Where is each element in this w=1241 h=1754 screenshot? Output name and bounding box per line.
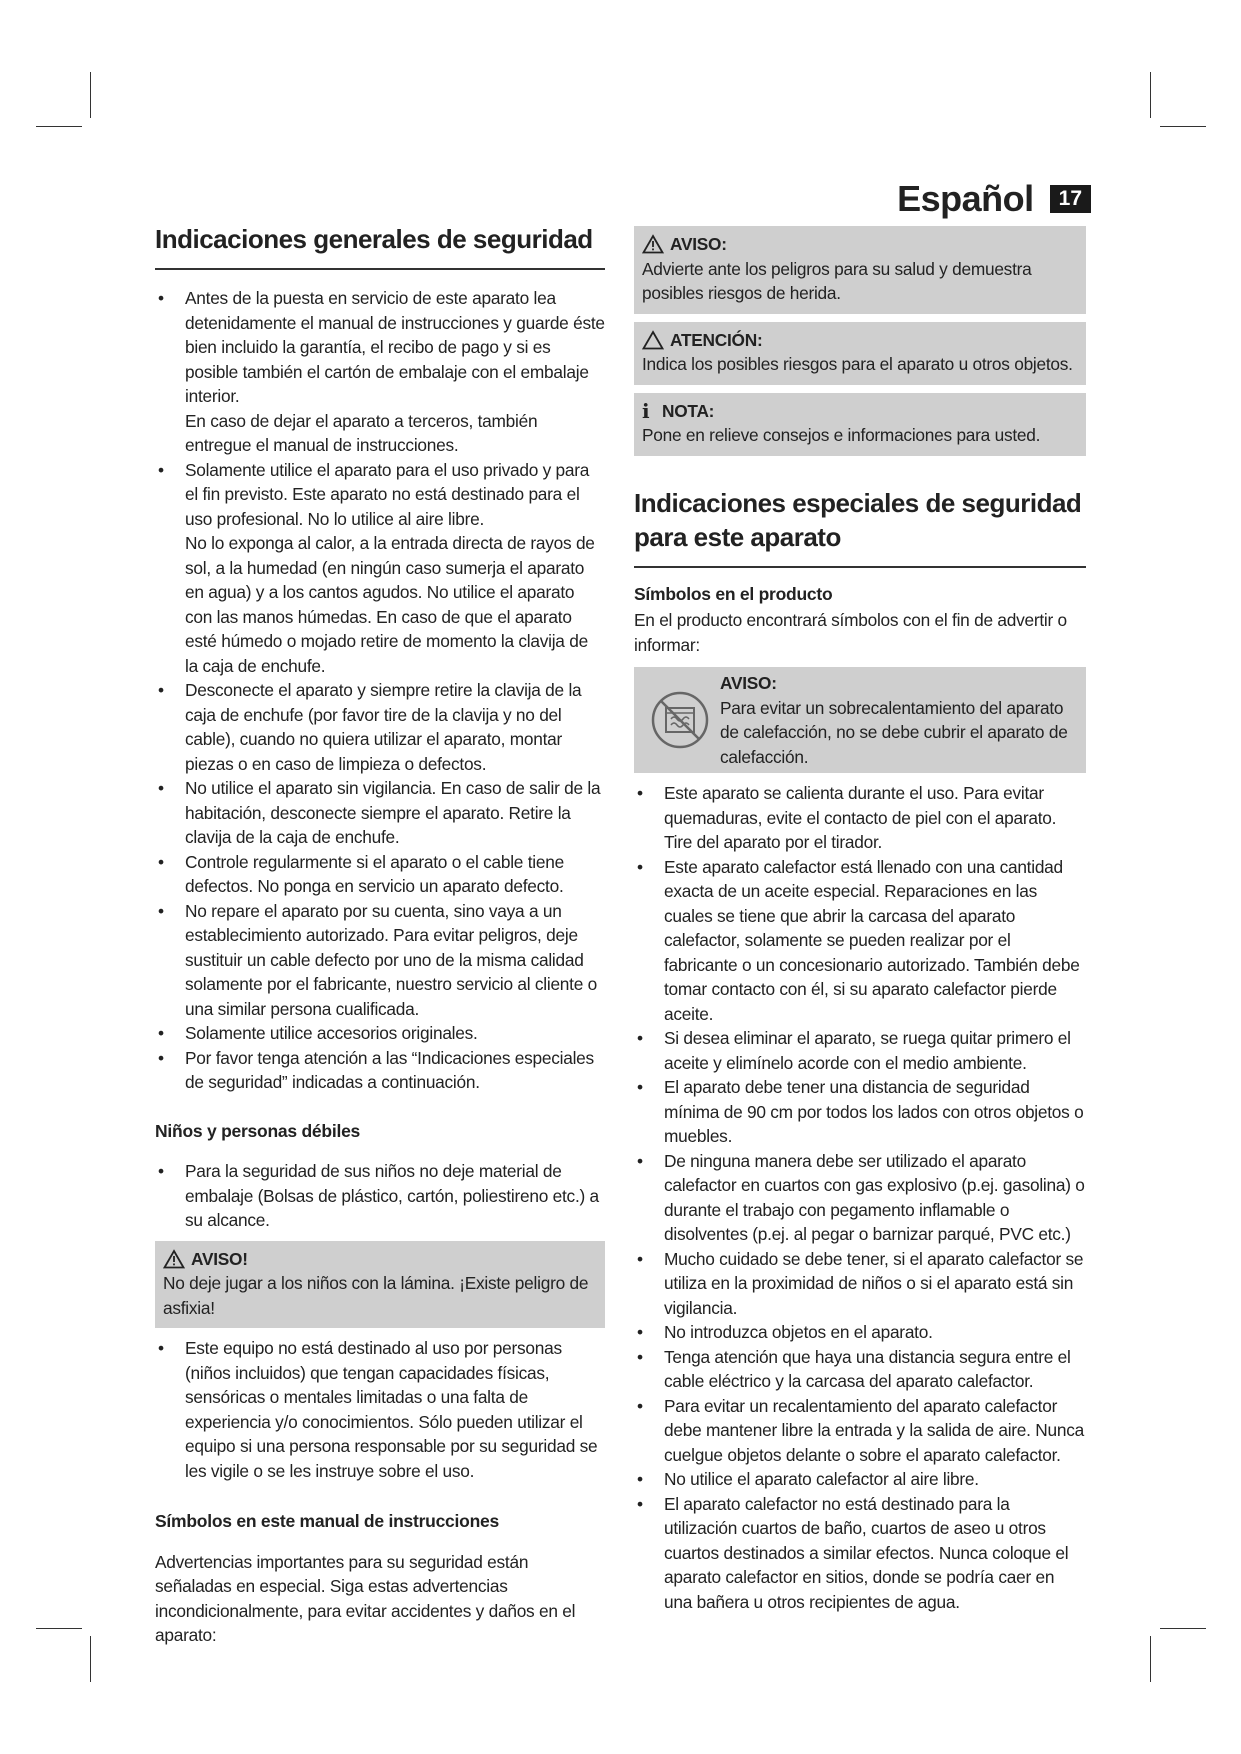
general-safety-list xyxy=(155,286,605,1095)
general-safety-title: Indicaciones generales de seguridad xyxy=(155,222,605,270)
list-item: • No introduzca objetos en el aparato. xyxy=(634,1320,1086,1345)
special-safety-list xyxy=(634,781,1086,1614)
warning-triangle-icon xyxy=(163,1249,185,1269)
list-item: • El aparato debe tener una distancia de seguridad mínima de 90 cm por todos los lados con otros objetos o muebles. xyxy=(634,1075,1086,1149)
crop-mark xyxy=(36,1628,82,1629)
list-item: • No utilice el aparato calefactor al aire libre. xyxy=(634,1467,1086,1492)
do-not-cover-icon xyxy=(649,689,711,751)
caution-triangle-icon xyxy=(642,330,664,350)
list-item: • No utilice el aparato sin vigilancia. En caso de salir de la habitación, desconecte siempre el aparato. Retire la clavija de la caja de enchufe. xyxy=(155,776,605,850)
list-item: • Tenga atención que haya una distancia segura entre el cable eléctrico y la carcasa del aparato calefactor. xyxy=(634,1345,1086,1394)
aviso-text: Advierte ante los peligros para su salud y demuestra posibles riesgos de herida. xyxy=(642,258,1032,303)
list-item: • Para la seguridad de sus niños no deje material de embalaje (Bolsas de plástico, cartón, poliestireno etc.) a su alcance. xyxy=(155,1159,605,1233)
list-item: • Antes de la puesta en servicio de este aparato lea detenidamente el manual de instrucciones y guarde éste bien incluido la garantía, el recibo de pago y si es posible también el cartón de embalaje con el embalaje interior. En caso de dejar el aparato a terceros, también entregue el manual de instrucciones. xyxy=(155,286,605,458)
crop-mark xyxy=(90,72,91,118)
symbol-warning-text: Para evitar un sobrecalentamiento del aparato de calefacción, no se debe cubrir el aparato de calefacción. xyxy=(720,697,1068,767)
list-item: • No repare el aparato por su cuenta, sino vaya a un establecimiento autorizado. Para evitar peligros, deje sustituir un cable defecto por uno de la misma calidad solamente por el fabricante, nuestro servicio al cliente o una similar persona cualificada. xyxy=(155,899,605,1022)
list-item: • De ninguna manera debe ser utilizado el aparato calefactor en cuartos con gas explosivo (p.ej. gasolina) o durante el trabajo con pegamento inflamable o disolventes (p.ej. al pegar o barnizar parqué, PVC etc.) xyxy=(634,1149,1086,1247)
children-warning-title: AVISO! xyxy=(191,1248,248,1269)
crop-mark xyxy=(1160,126,1206,127)
list-item: • Por favor tenga atención a las “Indicaciones especiales de seguridad” indicadas a continuación. xyxy=(155,1046,605,1095)
right-column xyxy=(634,226,1086,1614)
list-item: • Solamente utilice accesorios originales. xyxy=(155,1021,605,1046)
aviso-box xyxy=(634,226,1086,314)
list-item: • Si desea eliminar el aparato, se ruega quitar primero el aceite y elimínelo acorde con el medio ambiente. xyxy=(634,1026,1086,1075)
product-symbols-title: Símbolos en el producto xyxy=(634,583,833,604)
children-warning-box xyxy=(155,1241,605,1329)
atencion-box xyxy=(634,322,1086,385)
crop-mark xyxy=(90,1636,91,1682)
list-item: • Para evitar un recalentamiento del aparato calefactor debe mantener libre la entrada y la salida de aire. Nunca cuelgue objetos delante o sobre el aparato calefactor. xyxy=(634,1394,1086,1468)
children-list xyxy=(155,1159,605,1233)
aviso-title: AVISO: xyxy=(670,234,727,254)
symbol-warning-box xyxy=(634,667,1086,773)
children-warning-text: No deje jugar a los niños con la lámina. ¡Existe peligro de asfixia! xyxy=(163,1273,589,1318)
list-item: • Desconecte el aparato y siempre retire la clavija de la caja de enchufe (por favor tire de la clavija y no del cable), cuando no quiera utilizar el aparato, montar piezas o en caso de limpieza o defectos. xyxy=(155,678,605,776)
nota-box xyxy=(634,393,1086,456)
warning-triangle-icon xyxy=(642,234,664,254)
nota-text: Pone en relieve consejos e informaciones para usted. xyxy=(642,425,1041,445)
product-symbols-text: En el producto encontrará símbolos con el fin de advertir o informar: xyxy=(634,610,1067,655)
atencion-text: Indica los posibles riesgos para el aparato u otros objetos. xyxy=(642,354,1073,374)
page-header xyxy=(897,178,1091,220)
list-item: • Este equipo no está destinado al uso por personas (niños incluidos) que tengan capacidades físicas, sensóricas o mentales limitadas o una falta de experiencia y/o conocimientos. Sólo pueden utilizar el equipo si una persona responsable por su seguridad se les vigile o se les instruye sobre el uso. xyxy=(155,1336,605,1483)
list-item: • Este aparato calefactor está llenado con una cantidad exacta de un aceite especial. Reparaciones en las cuales se tiene que abrir la carcasa del aparato calefactor, solamente se pueden realizar por el fabricante o un concesionario autorizado. También debe tomar contacto con él, si su aparato calefactor pierde aceite. xyxy=(634,855,1086,1027)
children-list-2 xyxy=(155,1336,605,1483)
page-number: 17 xyxy=(1050,185,1091,213)
list-item: • Controle regularmente si el aparato o el cable tiene defectos. No ponga en servicio un aparato defecto. xyxy=(155,850,605,899)
nota-title: NOTA: xyxy=(662,400,715,421)
list-item: • Mucho cuidado se debe tener, si el aparato calefactor se utiliza en la proximidad de niños o si el aparato está sin vigilancia. xyxy=(634,1247,1086,1321)
crop-mark xyxy=(1150,1636,1151,1682)
symbol-warning-title: AVISO: xyxy=(720,673,777,693)
language-label: Español xyxy=(897,178,1034,219)
manual-symbols-text: Advertencias importantes para su seguridad están señaladas en especial. Siga estas advertencias incondicionalmente, para evitar accidentes y daños en el aparato: xyxy=(155,1551,576,1645)
crop-mark xyxy=(36,126,82,127)
list-item: • Este aparato se calienta durante el uso. Para evitar quemaduras, evite el contacto de piel con el aparato. Tire del aparato por el tirador. xyxy=(634,781,1086,855)
list-item: • Solamente utilice el aparato para el uso privado y para el fin previsto. Este aparato no está destinado para el uso profesional. No lo utilice al aire libre. No lo exponga al calor, a la entrada directa de rayos de sol, a la humedad (en ningún caso sumerja el aparato en agua) y a los cantos agudos. No utilice el aparato con las manos húmedas. En caso de que el aparato esté húmedo o mojado retire de momento la clavija de la caja de enchufe. xyxy=(155,458,605,679)
atencion-title: ATENCIÓN: xyxy=(670,329,763,350)
special-safety-title: Indicaciones especiales de seguridad para este aparato xyxy=(634,486,1086,568)
manual-symbols-title: Símbolos en este manual de instrucciones xyxy=(155,1511,499,1531)
crop-mark xyxy=(1160,1628,1206,1629)
list-item: • El aparato calefactor no está destinado para la utilización cuartos de baño, cuartos de aseo u otros cuartos destinados a similar efectos. Nunca coloque el aparato calefactor en sitios, donde se podría caer en una bañera u otros recipientes de agua. xyxy=(634,1492,1086,1615)
left-column xyxy=(155,222,605,1648)
info-icon: i xyxy=(642,398,650,423)
crop-mark xyxy=(1150,72,1151,118)
children-title: Niños y personas débiles xyxy=(155,1120,361,1141)
